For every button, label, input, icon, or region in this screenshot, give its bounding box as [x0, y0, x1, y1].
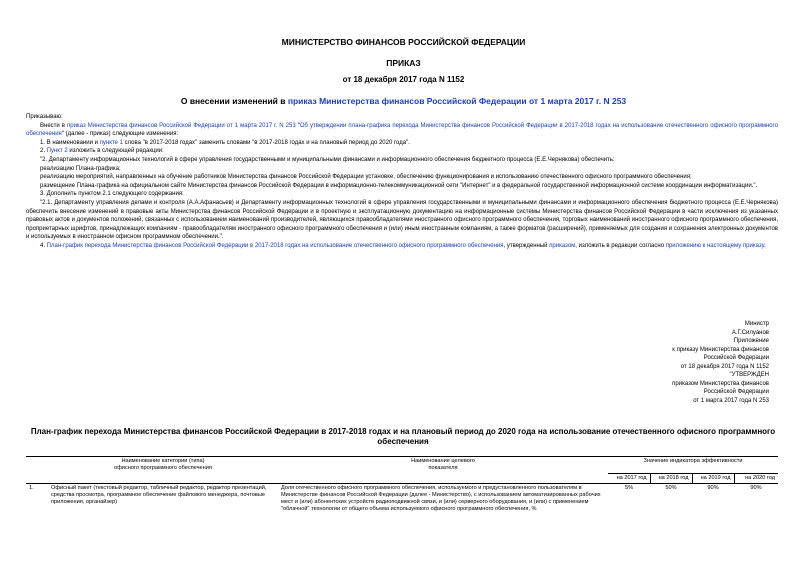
year-2019-header: на 2019 год: [692, 473, 734, 483]
order-link[interactable]: приказом: [549, 242, 576, 249]
text-span: , утвержденный: [503, 242, 550, 249]
paragraph-3: [26, 147, 778, 156]
header-indicator-line: Наименование целевого: [411, 458, 475, 464]
row-number: 1.: [29, 484, 34, 491]
appendix-line-1: Приложение: [733, 338, 769, 344]
appendix-line-2: к приказу Министерства финансов: [672, 346, 769, 353]
signature-name: А.Г.Силуанов: [731, 329, 769, 336]
paragraph-6: реализацию мероприятий, направленных на обучение работников Министерства финансов Российской Федерации установке, обеспечению функционирования и использованию отечественного офисного программного обеспечения;: [40, 174, 692, 181]
table-row: [26, 483, 778, 514]
text-span: изложить в следующей редакции:: [67, 148, 164, 155]
appendix-line-6: приказом Министерства финансов: [672, 380, 769, 387]
paragraph-5: реализацию Плана-графика;: [40, 165, 121, 172]
text-span: слова "в 2017-2018 годах" заменить словами "в 2017-2018 годах и на плановый период до 2020 года".: [122, 139, 410, 146]
row-value-2019: 90%: [707, 484, 719, 491]
doc-type-heading: ПРИКАЗ: [386, 58, 421, 68]
point-1-link[interactable]: пункте 1: [99, 139, 123, 146]
signature-block: [549, 320, 769, 405]
empty-cell: [278, 473, 608, 483]
appendix-line-5: "УТВЕРЖДЕН: [729, 372, 769, 378]
subject-prefix: О внесении изменений в: [180, 96, 288, 106]
ministry-heading: МИНИСТЕРСТВО ФИНАНСОВ РОССИЙСКОЙ ФЕДЕРАЦИИ: [281, 37, 526, 47]
doc-subject: [0, 96, 807, 106]
header-indicator-cell: [278, 457, 608, 474]
appendix-line-4: от 18 декабря 2017 года N 1152: [680, 363, 769, 370]
text-span: , изложить в редакции согласно: [575, 242, 666, 249]
order-word: Приказываю:: [26, 114, 63, 120]
order-body: [26, 113, 778, 251]
header-category-cell: [48, 457, 278, 474]
point-2-link[interactable]: Пункт 2: [46, 148, 68, 155]
paragraph-8: 3. Дополнить пунктом 2.1 следующего содержания:: [40, 191, 184, 198]
year-2018-header: на 2018 год: [650, 473, 692, 483]
year-2020-header: на 2020 год: [734, 473, 778, 483]
text-span: Внести в: [40, 122, 67, 129]
row-value-2017: 5%: [624, 484, 634, 491]
doc-date-number: от 18 декабря 2017 года N 1152: [342, 75, 465, 84]
text-span: 2.: [40, 148, 47, 155]
header-values-cell: Значение индикатора эффективности: [608, 457, 778, 474]
plan-title-link[interactable]: Об утверждении плана-графика перехода Министерства финансов Российской Федерации в 2017-2018 годах на использование отечественного офисного программного обеспечения: [26, 122, 779, 138]
header-category-line: офисного программного обеспечения: [114, 465, 212, 471]
year-2017-header: на 2017 год: [608, 473, 650, 483]
empty-cell: [26, 473, 48, 483]
plan-graph-link[interactable]: План-график перехода Министерства финансов Российской Федерации в 2017-2018 годах на использование отечественного офисного программного обеспечения: [46, 242, 504, 249]
appendix-line-7: Российской Федерации: [703, 389, 769, 395]
row-value-2018: 50%: [665, 484, 677, 491]
text-span: ": [295, 122, 300, 129]
header-indicator-line: показателя: [428, 465, 458, 471]
text-span: 1. В наименовании и: [40, 139, 100, 146]
table-years-row: [26, 473, 778, 483]
appendix-line-3: Российской Федерации: [703, 355, 769, 361]
appendix-line-8: от 1 марта 2017 года N 253: [693, 397, 769, 404]
paragraph-2: [26, 139, 778, 148]
paragraph-1: [26, 122, 778, 139]
paragraph-7: размещение Плана-графика на официальном сайте Министерства финансов Российской Федерации в информационно-телекоммуникационной сети "Интернет" и в федеральной государственной информационной системе координации информатизации.".: [40, 182, 758, 189]
header-category-line: Наименование категории (типа): [121, 458, 205, 464]
order-253-link[interactable]: приказ Министерства финансов Российской Федерации от 1 марта 2017 г. N 253: [66, 122, 296, 129]
row-indicator: Доля отечественного офисного программного обеспечения, используемого и предустановленного пользователям в Министерстве финансов Российской Федерации (далее - Министерство), с использованием автоматизированных рабочих мест и (или) абонентских устройств радиоподвижной связи, и (или) серверного оборудования, и (или) с применением "облачной" технологии от общего объема используемого офисного программного обеспечения, %: [281, 484, 601, 512]
row-value-2020: 90%: [750, 484, 762, 491]
plan-title: План-график перехода Министерства финансов Российской Федерации в 2017-2018 годах и на плановый период до 2020 года на использование отечественного офисного программного обеспечения: [30, 427, 776, 446]
paragraph-10: [26, 242, 778, 251]
paragraph-4: "2. Департаменту информационных технологий в сфере управления государственными и муниципальными финансами и информационного обеспечения бюджетного процесса (Е.Е.Чернякова) обеспечить:: [40, 156, 615, 163]
empty-cell: [48, 473, 278, 483]
header-num-cell: [26, 457, 48, 474]
row-category: Офисный пакет (текстовый редактор, табличный редактор, редактор презентаций, средства просмотра, программное обеспечение файлового менеджера, почтовые приложения, органайзер): [51, 484, 267, 505]
text-span: 4.: [40, 242, 47, 249]
paragraph-9: "2.1. Департаменту управления делами и контроля (А.А.Афанасьев) и Департаменту информационных технологий в сфере управления государственными и муниципальными финансами и информационного обеспечения бюджетного процесса (Е.Е.Чернякова) обеспечить внесение изменений в правовые акты Министерства финансов Российской Федерации и в проектную и эксплуатационную документацию на информационные системы Министерства финансов Российской Федерации в части исключения из указанных правовых актов и документов положений, связанных с использованием наименований производителей, являющихся правообладателями иностранного офисного программного обеспечения, торговых наименований иностранного офисного программного обеспечения, проприетарных шрифтов, принадлежащих компаниям - правообладателям иностранного офисного программного обеспечения и (или) иным иностранным компаниям, а также форматов (расширений), применяемых для создания и сохранения электронных документов и используемых в иностранном офисном программном обеспечении.".: [26, 199, 778, 241]
signature-position: Министр: [744, 321, 769, 327]
text-span: " (далее - приказ) следующие изменения:: [61, 131, 179, 138]
text-span: .: [763, 242, 766, 249]
appendix-link[interactable]: приложению к настоящему приказу: [665, 242, 764, 249]
subject-link[interactable]: приказ Министерства финансов Российской Федерации от 1 марта 2017 г. N 253: [287, 96, 627, 106]
table-header-row: [26, 457, 778, 474]
plan-table: [26, 456, 778, 514]
